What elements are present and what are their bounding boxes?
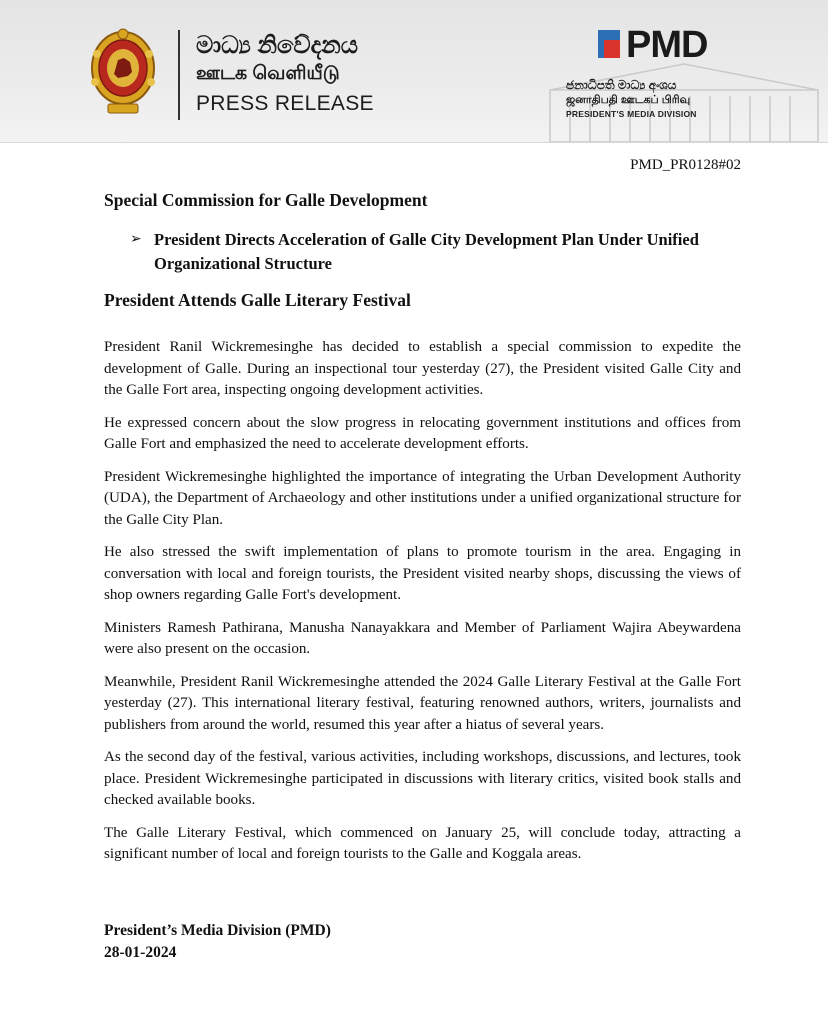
pmd-english-name: PRESIDENT'S MEDIA DIVISION (566, 109, 697, 119)
paragraph: Meanwhile, President Ranil Wickremesinghe attended the 2024 Galle Literary Festival at the Galle Fort yesterday (27). This international literary festival, featuring renowned authors, writers, journalists and publishers from around the world, resumed this year after a hiatus of several years. (104, 673, 741, 733)
arrow-bullet-icon: ➢ (130, 232, 142, 247)
release-date: 28-01-2024 (104, 944, 177, 961)
body-text (104, 337, 741, 877)
header-divider (178, 30, 180, 120)
pmd-sinhala-name: ජනාධිපති මාධ්‍ය අංශය (566, 78, 677, 92)
letterhead (0, 0, 828, 143)
pmd-wordmark: PMD (626, 24, 708, 66)
sinhala-title: මාධ්‍ය නිවේදනය (196, 32, 359, 59)
paragraph: President Ranil Wickremesinghe has decided to establish a special commission to expedite the development of Galle. During an inspectional tour yesterday (27), the President visited Galle City and the Galle Fort area, inspecting ongoing development activities. (104, 339, 741, 398)
tamil-title: ஊடக வெளியீடு (196, 63, 340, 84)
paragraph: As the second day of the festival, various activities, including workshops, discussions, and lectures, took place. President Wickremesinghe participated in discussions with literary critics, visited book stalls and checked available books. (104, 749, 741, 808)
paragraph: Ministers Ramesh Pathirana, Manusha Nanayakkara and Member of Parliament Wajira Abeywardena were also present on the occasion. (104, 619, 741, 657)
bullet-text: President Directs Acceleration of Galle City Development Plan Under Unified Organizational Structure (154, 230, 699, 273)
signature: President’s Media Division (PMD) (104, 922, 331, 939)
heading-special-commission: Special Commission for Galle Development (104, 190, 428, 210)
paragraph: The Galle Literary Festival, which commenced on January 25, will conclude today, attracting a significant number of local and foreign tourists to the Galle and Koggala areas. (104, 824, 741, 862)
heading-literary-festival: President Attends Galle Literary Festival (104, 290, 411, 310)
pmd-logo-mark-icon (598, 30, 620, 58)
press-release-title: PRESS RELEASE (196, 92, 374, 115)
signature-block (104, 920, 331, 964)
header-titles (196, 32, 374, 116)
paragraph: He expressed concern about the slow progress in relocating government institutions and offices from Galle Fort and emphasized the need to accelerate development efforts. (104, 414, 741, 452)
pmd-tamil-name: ஜனாதிபதி ஊடகப் பிரிவு (566, 94, 691, 106)
reference-number: PMD_PR0128#02 (630, 157, 741, 173)
paragraph: President Wickremesinghe highlighted the importance of integrating the Urban Development Authority (UDA), the Department of Archaeology and other institutions under a unified organizational structure for the Galle City Plan. (104, 468, 741, 528)
bullet-point (130, 228, 730, 276)
sri-lanka-national-emblem-icon (88, 24, 158, 118)
paragraph: He also stressed the swift implementation of plans to promote tourism in the area. Engaging in conversation with local and foreign tourists, the President visited nearby shops, discussing the views of shop owners regarding Galle Fort's development. (104, 544, 741, 603)
